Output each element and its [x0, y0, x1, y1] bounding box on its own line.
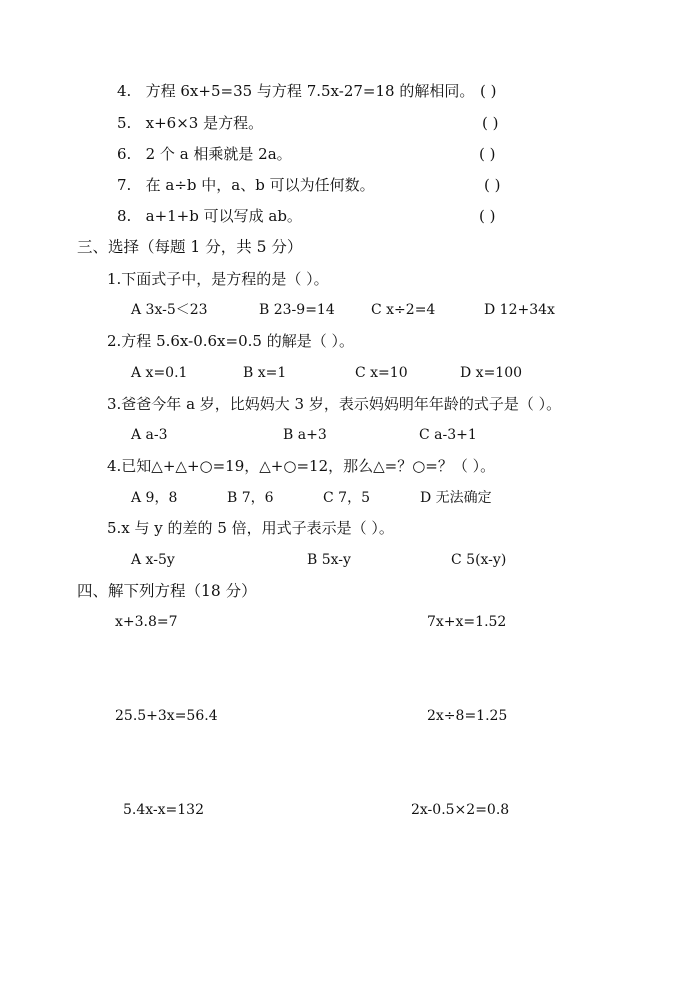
- option-b[interactable]: B x=1: [243, 365, 287, 381]
- judge-item-text: 在 a÷b 中，a、b 可以为任何数。: [145, 176, 375, 194]
- judge-item-number: 7.: [117, 176, 132, 194]
- option-c[interactable]: C 5(x-y): [451, 552, 507, 568]
- answer-parentheses[interactable]: ( ): [479, 207, 496, 225]
- judge-item-5: [117, 113, 263, 133]
- answer-parentheses[interactable]: ( ): [479, 145, 496, 163]
- equation: 25.5+3x=56.4: [115, 708, 218, 724]
- question-4: 4.已知△+△+○=19，△+○=12，那么△=？○=？（ ）。: [107, 457, 496, 475]
- question-5: 5.x 与 y 的差的 5 倍，用式子表示是（ ）。: [107, 519, 394, 537]
- judge-item-text: x+6×3 是方程。: [145, 114, 264, 132]
- option-b[interactable]: B 23-9=14: [259, 302, 335, 318]
- judge-item-8: [117, 206, 302, 226]
- judge-item-text: 2 个 a 相乘就是 2a。: [145, 145, 292, 163]
- option-c[interactable]: C x÷2=4: [371, 302, 436, 318]
- judge-item-7: [117, 175, 375, 195]
- judge-item-text: 方程 6x+5=35 与方程 7.5x-27=18 的解相同。: [145, 82, 475, 100]
- option-a[interactable]: A x=0.1: [131, 365, 188, 381]
- option-d[interactable]: D 无法确定: [420, 490, 492, 506]
- answer-parentheses[interactable]: ( ): [482, 114, 499, 132]
- equation: 7x+x=1.52: [427, 614, 507, 630]
- option-d[interactable]: D x=100: [460, 365, 523, 381]
- option-a[interactable]: A 9，8: [131, 490, 178, 506]
- option-b[interactable]: B 5x-y: [307, 552, 351, 568]
- answer-parentheses[interactable]: ( ): [480, 82, 497, 100]
- equation: 2x-0.5×2=0.8: [411, 802, 510, 818]
- question-3: 3.爸爸今年 a 岁，比妈妈大 3 岁，表示妈妈明年年龄的式子是（ ）。: [107, 395, 562, 413]
- judge-item-text: a+1+b 可以写成 ab。: [145, 207, 302, 225]
- option-c[interactable]: C a-3+1: [419, 427, 477, 443]
- equation: x+3.8=7: [115, 614, 178, 630]
- option-b[interactable]: B 7，6: [227, 490, 274, 506]
- question-1: 1.下面式子中，是方程的是（ ）。: [107, 270, 329, 288]
- option-a[interactable]: A x-5y: [131, 552, 175, 568]
- option-b[interactable]: B a+3: [283, 427, 327, 443]
- answer-parentheses[interactable]: ( ): [484, 176, 501, 194]
- judge-item-number: 8.: [117, 207, 132, 225]
- section-heading: 三、选择（每题 1 分，共 5 分）: [77, 238, 303, 256]
- section-heading: 四、解下列方程（18 分）: [77, 582, 257, 600]
- judge-item-number: 5.: [117, 114, 132, 132]
- equation: 5.4x-x=132: [123, 802, 204, 818]
- judge-item-6: [117, 144, 292, 164]
- option-c[interactable]: C 7，5: [323, 490, 370, 506]
- judge-item-number: 6.: [117, 145, 132, 163]
- option-a[interactable]: A a-3: [131, 427, 168, 443]
- judge-item-4: [117, 81, 474, 101]
- judge-item-number: 4.: [117, 82, 132, 100]
- equation: 2x÷8=1.25: [427, 708, 508, 724]
- option-d[interactable]: D 12+34x: [484, 302, 555, 318]
- option-a[interactable]: A 3x-5＜23: [131, 302, 208, 318]
- question-2: 2.方程 5.6x-0.6x=0.5 的解是（ ）。: [107, 332, 354, 350]
- option-c[interactable]: C x=10: [355, 365, 408, 381]
